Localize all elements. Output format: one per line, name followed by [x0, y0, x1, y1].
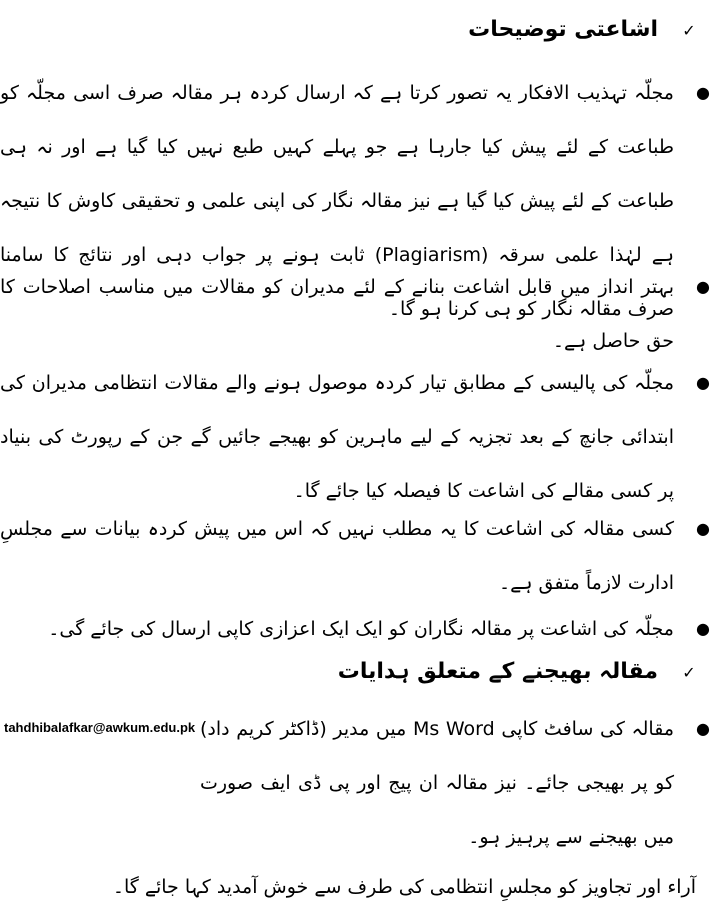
- list-item: [0, 502, 712, 610]
- section-heading-text: مقالہ بھیجنے کے متعلق ہدایات: [337, 659, 658, 684]
- bullet-dot-icon: ●: [696, 719, 710, 738]
- bullet-dot-icon: ●: [696, 619, 710, 638]
- bullet-dot-icon: ●: [696, 277, 710, 296]
- section-heading-publication-notes: [98, 14, 698, 47]
- editor-email: tahdhibalafkar@awkum.edu.pk: [4, 720, 196, 735]
- check-mark-icon: ✓: [682, 663, 696, 682]
- list-item-text: مجلّہ کی اشاعت پر مقالہ نگاران کو ایک ایک اعزازی کاپی ارسال کی جائے گی۔: [48, 618, 674, 640]
- list-item: [0, 602, 712, 656]
- bullet-dot-icon: ●: [696, 373, 710, 392]
- list-item-text: بہتر انداز میں قابل اشاعت بنانے کے لئے مدیران کو مقالات میں مناسب اصلاحات کا حق حاصل ہے۔: [0, 276, 674, 352]
- closing-note: آراء اور تجاویز کو مجلسِ انتظامی کی طرف سے خوش آمدید کہا جائے گا۔: [112, 876, 696, 898]
- check-mark-icon: ✓: [682, 21, 696, 40]
- list-item-text: مجلّہ کی پالیسی کے مطابق تیار کردہ موصول ہونے والے مقالات انتظامی مدیران کی ابتدائی جانچ کے بعد تجزیہ کے لیے ماہرین کو بھیجے جائیں گے جن کے رپورٹ کی بنیاد پر کسی مقالے کی اشاعت کا فیصلہ کیا جائے گا۔: [0, 372, 674, 502]
- list-item: [0, 356, 712, 518]
- bullet-dot-icon: ●: [696, 83, 710, 102]
- bullet-dot-icon: ●: [696, 519, 710, 538]
- section-heading-submission-guidelines: [98, 656, 698, 689]
- list-item-text: مقالہ کی سافٹ کاپی Ms Word میں مدیر (ڈاکٹر کریم داد) کو پر بھیجی جائے۔ نیز مقالہ ان پیج اور پی ڈی ایف صورت میں بھیجنے سے پرہیز ہو۔: [200, 718, 675, 848]
- list-item-text: مجلّہ تہذیب الافکار یہ تصور کرتا ہے کہ ارسال کردہ ہر مقالہ صرف اسی مجلّہ کو طباعت کے لئے پیش کیا جارہا ہے جو پہلے کہیں طبع نہیں کیا گیا ہے اور نہ ہی طباعت کے لئے پیش کیا گیا ہے نیز مقالہ نگار کی اپنی علمی و تحقیقی کاوش کا نتیجہ ہے لہٰذا علمی سرقہ (Plagiarism) ثابت ہونے پر جواب دہی اور نتائج کا سامنا صرف مقالہ نگار کو ہی کرنا ہو گا۔: [0, 82, 674, 320]
- list-item-text: کسی مقالہ کی اشاعت کا یہ مطلب نہیں کہ اس میں پیش کردہ بیانات سے مجلسِ ادارت لازماً متفق ہے۔: [0, 518, 674, 594]
- list-item: [0, 260, 712, 368]
- section-heading-text: اشاعتی توضیحات: [468, 17, 658, 42]
